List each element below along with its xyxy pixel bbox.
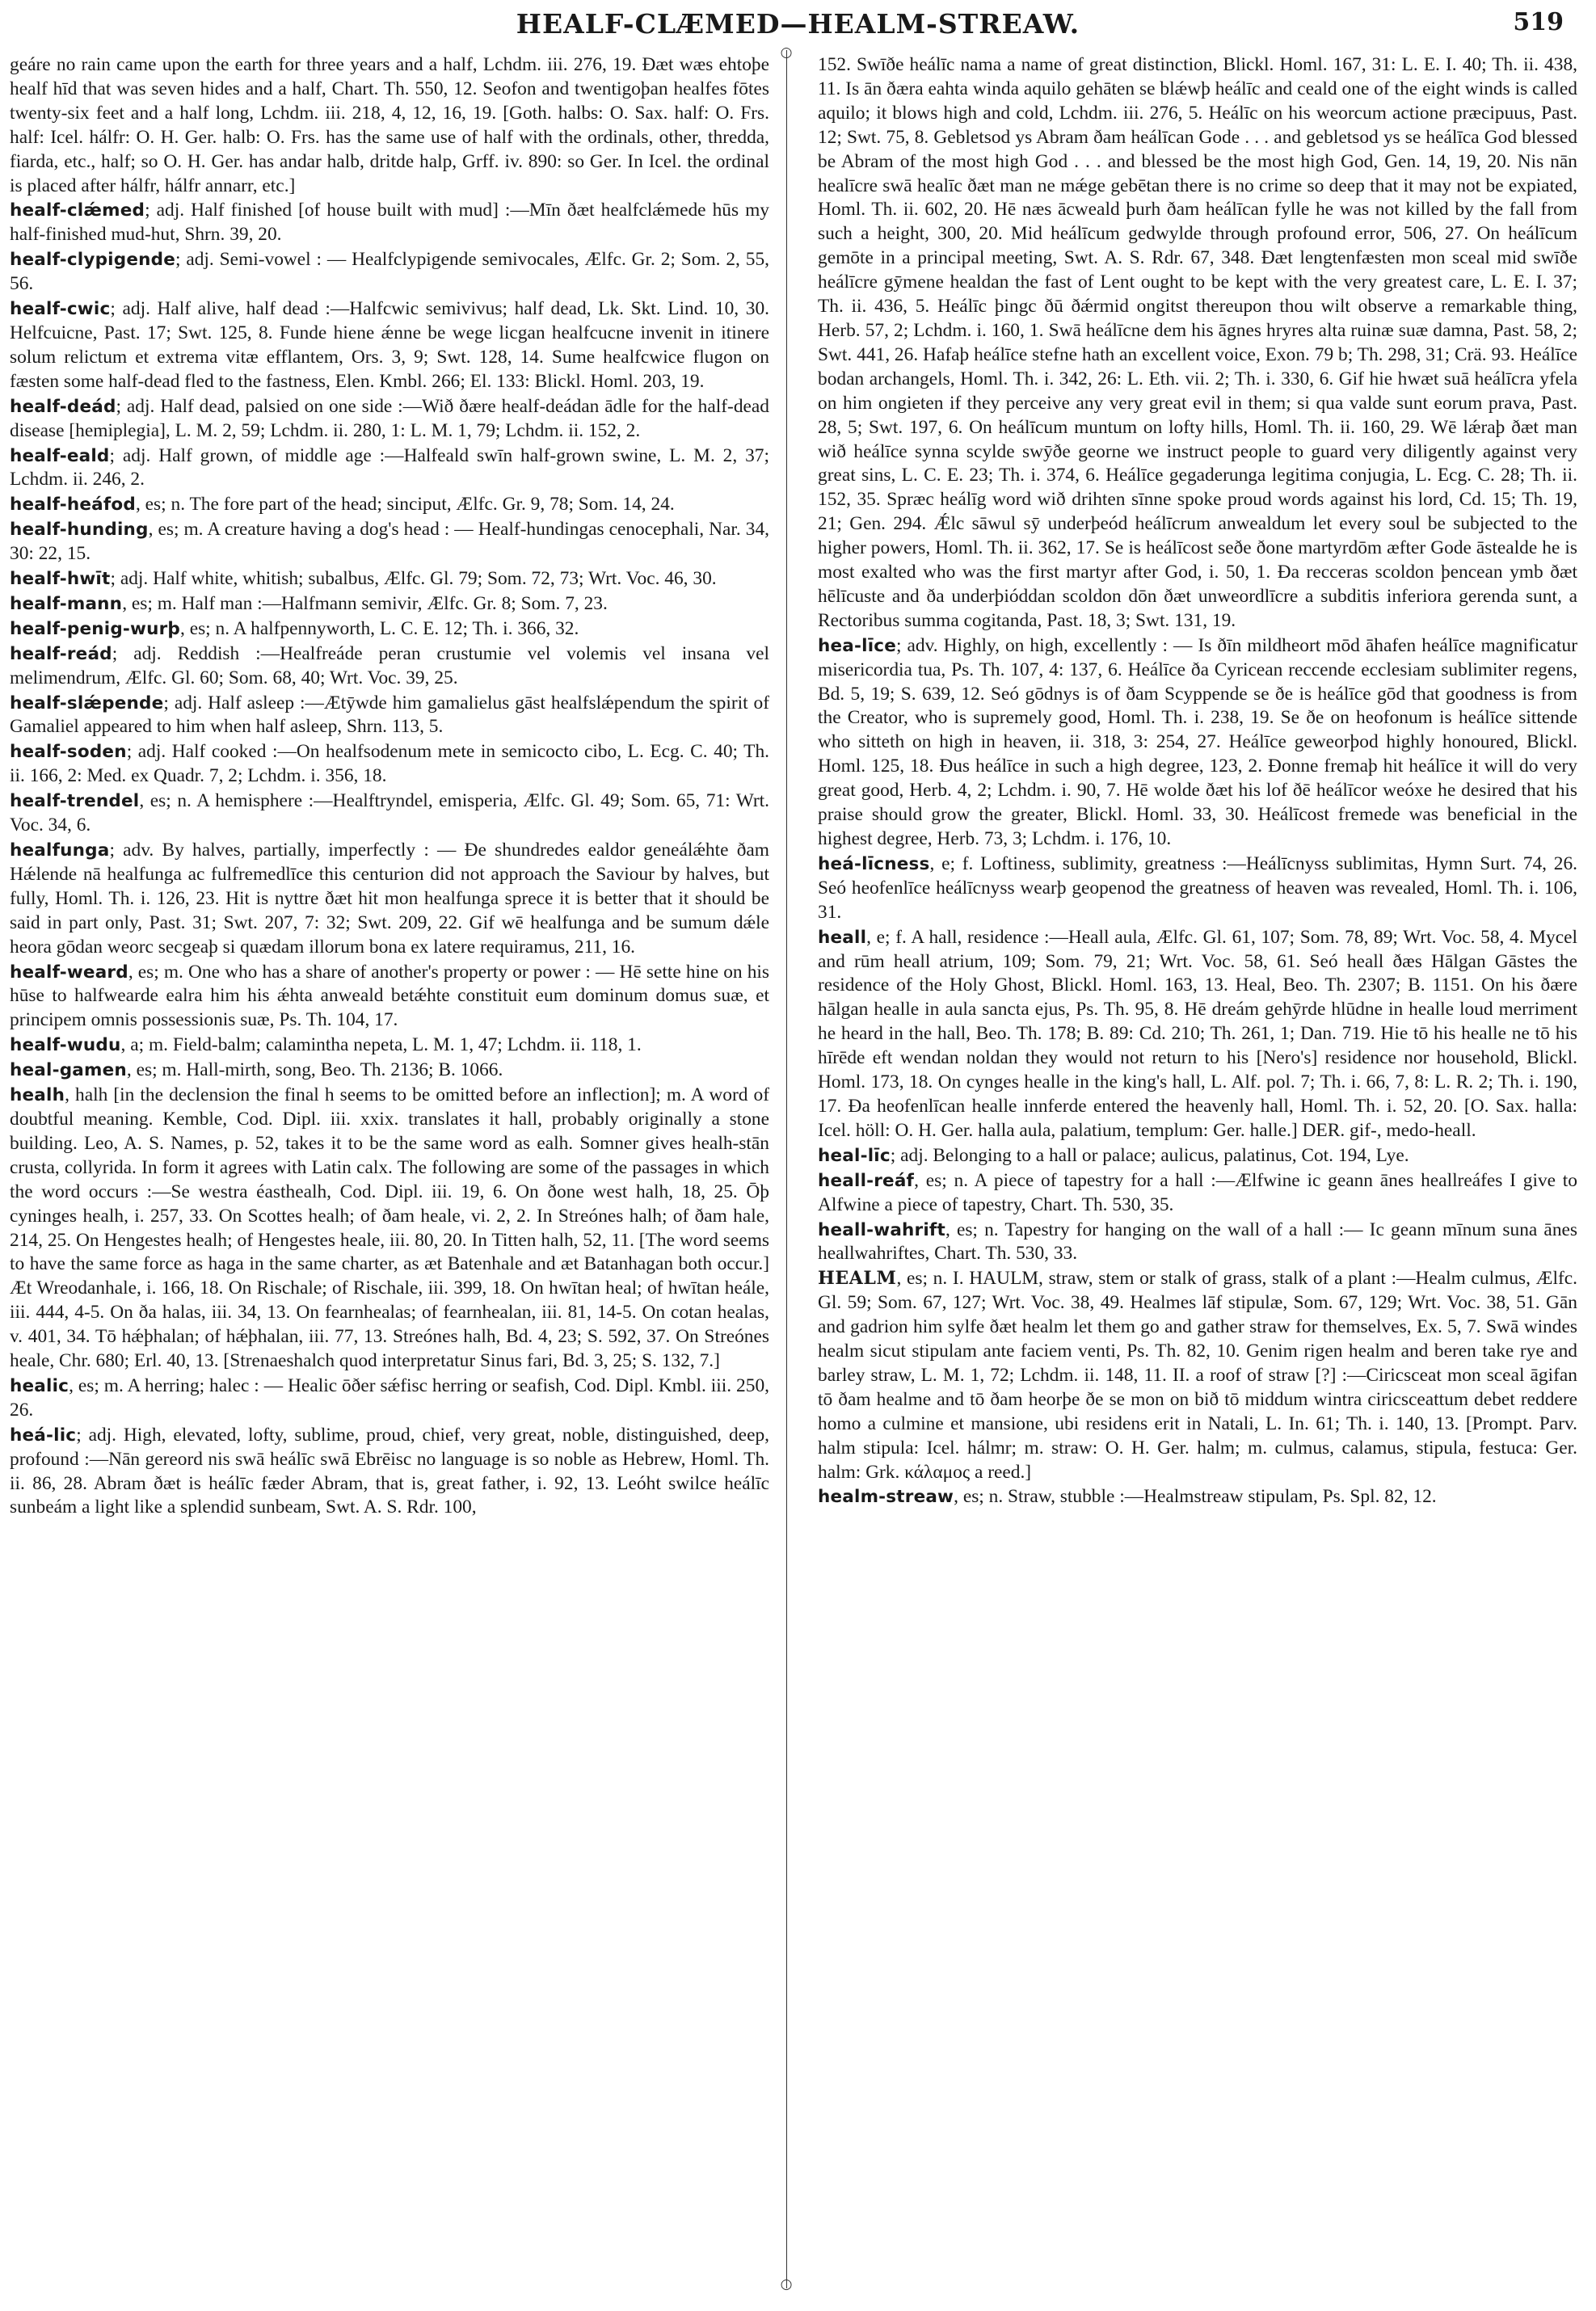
entry-headword: healf-soden xyxy=(10,742,127,763)
entry-headword: HEALM xyxy=(818,1268,897,1290)
entry-definition: 152. Swīðe heálīc nama a name of great distinction, Blickl. Homl. 167, 31: L. E. I. 40; Th. ii. 438, 11. Is ān ðæra eahta winda aquilo gehāten se blǽwþ heálīc and ceald one of the eight winds is called aquilo; it blows high and cold, Lchdm. iii. 276, 5. Heálīc on his weorcum actione præcipuus, Past. 12; Swt. 75, 8. Gebletsod ys Abram ðam heálīcan Gode . . . and gebletsod ys se heálīca God blessed be Abram of the most high God . . . and blessed be the most high God, Gen. 14, 19, 20. Nis nān healīcre swā healīc ðæt man ne mǽge gebētan there is no crime so deep that it may not be expiated, Homl. Th. ii. 602, 20. Hē næs ācweald þurh ðam heálīcan fylle he was not killed by the fall from such a height, 300, 20. Mid heálīcum gedwylde through profound error, 506, 27. On heálīcum gemōte in a principal meeting, Swt. A. S. Rdr. 67, 348. Ðæt lengtenfæsten mon sceal mid swīðe heálīcre gȳmene healdan the fast of Lent ought to be kept with the very greatest care, L. E. I. 37; Th. ii. 436, 5. Heálīc þingc ðū ðǽrmid ongitst thereupon thou wilt observe a remarkable thing, Herb. 57, 2; Lchdm. i. 160, 1. Swā heálīcne dem his āgnes hryres alta ruinæ suæ damna, Past. 58, 2; Swt. 441, 26. Hafaþ heálīce stefne hath an excellent voice, Exon. 79 b; Th. 298, 31; Crä. 93. Heálīce bodan archangels, Homl. Th. i. 342, 26: L. Eth. vii. 2; Th. i. 330, 6. Gif hie hwæt suā heálīcra yfela on him ongieten if they perceive any very great evil in them; si qua valde sunt eorum prava, Past. 28, 5; Swt. 197, 6. On heálīcum muntum on lofty hills, Homl. Th. ii. 160, 29. Wē lǽraþ ðæt man wið heálīce synna scylde swȳðe georne we instruct people to guard very diligently against very great sins, L. C. E. 23; Th. i. 374, 6. Heálīce gegaderunga legitima conjugia, L. Ecg. C. 28; Th. ii. 152, 35. Spræc heálīg word wið drihten sīnne spoke proud words against his lord, Cd. 15; Th. 19, 21; Gen. 294. Ǽlc sāwul sȳ underþeód heálīcrum anwealdum let every soul be subjected to the higher powers, Homl. Th. ii. 362, 17. Se is heálīcost seðe ðone martyrdōm æfter Gode āstealde he is most exalted who was the first martyr after God, i. 50, 1. Ða recceras scoldon þencean ymb ðæt hēlīcuste and ða underþióddan scoldon dōn ðæt unweordlīcre a subditis inferiora gerenda sunt, a Rectoribus summa cogitanda, Past. 18, 3; Swt. 131, 19. xyxy=(818,54,1577,631)
dictionary-entry xyxy=(10,1059,769,1083)
dictionary-entry xyxy=(10,248,769,297)
column-divider xyxy=(786,50,787,2288)
dictionary-entry xyxy=(818,1144,1577,1168)
entry-headword: healf-heáfod xyxy=(10,495,136,516)
dictionary-entry xyxy=(10,592,769,617)
entry-definition: , es; n. Straw, stubble :—Healmstreaw stipulam, Ps. Spl. 82, 12. xyxy=(954,1486,1437,1508)
entry-definition: ; adj. Half dead, palsied on one side :—Wið ðære healf-deádan ādle for the half-dead disease [hemiplegia], L. M. 2, 59; Lchdm. ii. 280, 1: L. M. 1, 79; Lchdm. ii. 152, 2. xyxy=(10,395,769,441)
dictionary-entry xyxy=(10,839,769,960)
entry-definition: , a; m. Field-balm; calamintha nepeta, L. M. 1, 47; Lchdm. ii. 118, 1. xyxy=(120,1034,642,1056)
entry-headword: healf-wudu xyxy=(10,1035,121,1056)
entry-definition: , es; n. The fore part of the head; sinciput, Ælfc. Gr. 9, 78; Som. 14, 24. xyxy=(135,494,675,516)
entry-headword: healf-slǽpende xyxy=(10,692,164,714)
entry-headword: healf-deád xyxy=(10,396,116,417)
dictionary-entry xyxy=(10,1374,769,1423)
page-header xyxy=(0,5,1596,44)
entry-headword: healf-reád xyxy=(10,643,112,664)
dictionary-entry xyxy=(10,1033,769,1058)
entry-definition: , es; m. A creature having a dog's head : — Healf-hundingas cenocephali, Nar. 34, 30: 22, 15. xyxy=(10,519,769,565)
entry-definition: , es; n. A hemisphere :—Healftryndel, emisperia, Ælfc. Gl. 49; Som. 65, 71: Wrt. Voc. 34, 6. xyxy=(10,790,769,836)
dictionary-entry xyxy=(10,395,769,444)
dictionary-entry xyxy=(818,1267,1577,1484)
dictionary-entry xyxy=(10,789,769,838)
entry-headword: heall-wahrift xyxy=(818,1219,945,1240)
entry-headword: healf-clypigende xyxy=(10,250,176,271)
entry-definition: ; adj. Half alive, half dead :—Halfcwic semivivus; half dead, Lk. Skt. Lind. 10, 30. Helfcuicne, Past. 17; Swt. 125, 8. Funde hiene ǽnne be wege licgan healfcucne invenit in itinere solum relictum et extrema vitæ efflantem, Ors. 3, 9; Swt. 128, 14. Sume healfcwice flugon on fæsten some half-dead fled to the fastness, Elen. Kmbl. 266; El. 133: Blickl. Homl. 203, 19. xyxy=(10,298,769,392)
entry-headword: healic xyxy=(10,1375,69,1396)
entry-definition: , es; m. One who has a share of another's property or power : — Hē sette hine on his hūse to halfwearde ealra him his ǽhta anweald betǽhte constituit eum dominum domus suæ, et principem omnis possessionis suæ, Ps. Th. 104, 17. xyxy=(10,961,769,1031)
entry-headword: hea-līce xyxy=(818,635,896,656)
entry-headword: healf-weard xyxy=(10,962,128,983)
dictionary-entry xyxy=(10,199,769,247)
entry-headword: healf-mann xyxy=(10,593,123,614)
dictionary-entry xyxy=(10,297,769,394)
entry-definition: ; adj. High, elevated, lofty, sublime, proud, chief, very great, noble, distinguished, deep, profound :—Nān gereord nis swā heálīc swā Ebrēisc no language is so noble as Hebrew, Homl. Th. ii. 86, 28. Abram ðæt is heálīc fæder Abram, that is, great father, i. 92, 13. Leóht swilce heálīc sunbeám a light like a splendid sunbeam, Swt. A. S. Rdr. 100, xyxy=(10,1424,769,1518)
entry-headword: heal-gamen xyxy=(10,1060,127,1081)
running-head: HEALF-CLÆMED—HEALM-STREAW. xyxy=(516,8,1080,40)
entry-definition: , halh [in the declension the final h seems to be omitted before an inflection]; m. A word of doubtful meaning. Kemble, Cod. Dipl. iii. xxix. translates it hall, probably originally a stone building. Leo, A. S. Names, p. 52, takes it to be the same word as ealh. Somner gives healh-stān crusta, collyrida. In form it agrees with Latin calx. The following are some of the passages in which the word occurs :—Se westra éasthealh, Cod. Dipl. iii. 19, 6. On ðone west halh, 18, 25. Ōþ cyninges healh, i. 257, 33. On Scottes healh; of ðam heale, vi. 2, 2. In Streónes halh; of ðam hale, 214, 25. On Hengestes healh; of Hengestes heale, iii. 80, 20. In Titten halh, 52, 11. [The word seems to have the same force as haga in the same charter, as æt Batenhale and æt Batanhagan both occur.] Æt Wreodanhale, i. 166, 18. On Rischale; of Rischale, iii. 399, 18. On hwītan heal; of hwītan heále, iii. 444, 4-5. On ða halas, iii. 34, 13. On fearnhealas; of fearnhealan, iii. 81, 14-5. On cotan healas, v. 401, 34. Tō hǽþhalan; of hǽþhalan, iii. 77, 13. Streónes halh, Bd. 4, 23; S. 592, 37. On Streónes heale, Chr. 680; Erl. 40, 13. [Strenaeshalch quod interpretatur Sinus fari, Bd. 3, 25; S. 132, 7.] xyxy=(10,1084,769,1372)
entry-headword: heall-reáf xyxy=(818,1170,915,1191)
entry-headword: healf-hwīt xyxy=(10,569,111,590)
entry-headword: healh xyxy=(10,1085,65,1106)
divider-ornament-bottom: ○ xyxy=(780,2276,793,2292)
dictionary-entry xyxy=(10,493,769,517)
dictionary-entry xyxy=(818,852,1577,925)
dictionary-entry xyxy=(10,1424,769,1521)
entry-headword: healf-hunding xyxy=(10,520,149,541)
dictionary-entry xyxy=(10,642,769,691)
entry-headword: healf-clǽmed xyxy=(10,200,145,221)
entry-headword: healfunga xyxy=(10,840,110,861)
entry-definition: , e; f. A hall, residence :—Heall aula, Ælfc. Gl. 61, 107; Som. 78, 89; Wrt. Voc. 58, 4. Mycel and rūm heall atrium, 109; Som. 79, 21; Wrt. Voc. 58, 61. Seó heall ðæs Hālgan Gāstes the residence of the Holy Ghost, Blickl. Homl. 163, 13. Heal, Beo. Th. 2307; B. 1151. On his ðære hālgan healle in aula sancta ejus, Ps. Th. 95, 8. Hē dreám gehȳrde hlūdne in healle loud merriment he heard in the hall, Beo. Th. 178; B. 89: Cd. 210; Th. 261, 1; Dan. 719. Hie tō his healle ne tō his hīrēde eft wendan noldan they would not return to his [Nero's] residence nor household, Blickl. Homl. 173, 18. On cynges healle in the king's hall, L. Alf. pol. 7; Th. i. 66, 7, 8: L. R. 2; Th. i. 190, 17. Ða heofenlīcan healle innferde entered the heavenly hall, Homl. Th. i. 52, 20. [O. Sax. halla: Icel. höll: O. H. Ger. halla aula, palatium, templum: Ger. halle.] DER. gif-, medo-heall. xyxy=(818,926,1577,1141)
entry-headword: heá-līcness xyxy=(818,853,930,874)
entry-definition: , es; n. Tapestry for hanging on the wall of a hall :— Ic geann mīnum suna ānes heallwahriftes, Chart. Th. 530, 33. xyxy=(818,1219,1577,1265)
entry-definition: ; adj. Reddish :—Healfreáde peran crustumie vel volemis vel insana vel melimendrum, Ælfc. Gl. 60; Som. 68, 40; Wrt. Voc. 39, 25. xyxy=(10,642,769,688)
entry-definition: geáre no rain came upon the earth for three years and a half, Lchdm. iii. 276, 19. Ðæt wæs ehtoþe healf hīd that was seven hides and a half, Chart. Th. 550, 12. Seofon and twentigoþan healfes fōtes twenty-six feet and a half long, Lchdm. iii. 218, 4, 12, 16, 19. [Goth. halbs: O. Sax. half: O. Frs. half: Icel. hálfr: O. H. Ger. halb: O. Frs. has the same use of half with the ordinals, other, thredda, fiarda, etc., half; so O. H. Ger. has andar halb, dritde halp, Grff. iv. 890: so Ger. In Icel. the ordinal is placed after hálfr, hálfr annarr, etc.] xyxy=(10,54,769,196)
dictionary-entry xyxy=(818,926,1577,1143)
entry-definition: ; adv. By halves, partially, imperfectly : — Ðe shundredes ealdor geneálǽhte ðam Hǽlende nā healfunga ac fulfremedlīce this centurion did not approach the Saviour by halves, but fully, Homl. Th. i. 126, 23. Hit is nyttre ðæt hit mon healfunga sprece it is better that it should be said in part only, Past. 31; Swt. 207, 7: 32; Swt. 209, 22. Gif wē healfunga and be sumum dǽle heora gōdan weorc secgeaþ si quædam illorum bona ex latere requiramus, 211, 16. xyxy=(10,840,769,958)
entry-definition: , es; n. A piece of tapestry for a hall :—Ælfwine ic geann ānes heallreáfes I give to Alfwine a piece of tapestry, Chart. Th. 530, 35. xyxy=(818,1169,1577,1215)
entry-definition: , es; m. A herring; halec : — Healic ōðer sǽfisc herring or seafish, Cod. Dipl. Kmbl. iii. 250, 26. xyxy=(10,1374,769,1421)
dictionary-entry xyxy=(10,53,769,198)
left-column xyxy=(10,53,769,2300)
dictionary-entry xyxy=(818,1219,1577,1267)
right-column xyxy=(818,53,1577,2300)
entry-definition: ; adj. Half cooked :—On healfsodenum mete in semicocto cibo, L. Ecg. C. 40; Th. ii. 166, 2: Med. ex Quadr. 7, 2; Lchdm. i. 356, 18. xyxy=(10,741,769,787)
entry-definition: , es; n. I. HAULM, straw, stem or stalk of grass, stalk of a plant :—Healm culmus, Ælfc. Gl. 59; Som. 67, 127; Wrt. Voc. 38, 49. Healmes lāf stipulæ, Som. 67, 129; Wrt. Voc. 38, 51. Gān and gadrion him sylfe ðæt healm let them go and gather straw for themselves, Ex. 5, 7. Swā windes healm sicut stipulam ante faciem venti, Ps. Th. 82, 10. Genim rigen healm and beren take rye and barley straw, L. M. 1, 72; Lchdm. ii. 148, 11. II. a roof of straw [?] :—Ciricsceat mon sceal āgifan tō ðam healme and tō ðam heorþe ðe se mon on bið tō middum wintra ciricsceattum debet reddere homo a culmine et mansione, ubi residens erit in Natali, L. In. 61; Th. i. 140, 13. [Prompt. Parv. halm stipula: Icel. hálmr; m. straw: O. H. Ger. halm; m. culmus, calamus, stipula, festuca: Ger. halm: Grk. κάλαμος a reed.] xyxy=(818,1268,1577,1483)
entry-headword: heall xyxy=(818,927,867,948)
dictionary-entry xyxy=(10,1084,769,1374)
entry-definition: , es; m. Half man :—Halfmann semivir, Ælfc. Gr. 8; Som. 7, 23. xyxy=(122,592,608,614)
dictionary-entry xyxy=(818,1169,1577,1218)
entry-definition: ; adv. Highly, on high, excellently : — Is ðīn mildheort mōd āhafen heálīce magnificatur misericordia tua, Ps. Th. 107, 4: 137, 6. Heálīce ða Cyricean reccende ecclesiam sublimiter regens, Bd. 5, 19; S. 639, 12. Seó gōdnys is of ðam Scyppende se ðe is heálīce gōd that goodness is from the Creator, who is supremely good, Homl. Th. i. 238, 19. Se ðe on heofonum is heálīce sittende who sitteth on high in heaven, ii. 318, 3: 254, 27. Heálīce geweorþod highly honoured, Blickl. Homl. 125, 18. Ðus heálīce in such a high degree, 123, 2. Ðonne fremaþ hit heálīce it will do very great good, Herb. 4, 2; Lchdm. i. 90, 7. Hē wolde ðæt his lof ðē heálīcor weóxe he desired that his praise should grow the greater, Blickl. Homl. 33, 30. Heálīcost fremede was beneficial in the highest degree, Herb. 73, 3; Lchdm. i. 176, 10. xyxy=(818,634,1577,849)
entry-definition: , es; m. Hall-mirth, song, Beo. Th. 2136; B. 1066. xyxy=(126,1059,503,1081)
page-number: 519 xyxy=(1513,8,1564,36)
dictionary-entry xyxy=(10,518,769,566)
entry-headword: healf-trendel xyxy=(10,791,140,812)
dictionary-entry xyxy=(10,444,769,493)
entry-definition: ; adj. Half white, whitish; subalbus, Ælfc. Gl. 79; Som. 72, 73; Wrt. Voc. 46, 30. xyxy=(110,568,717,590)
entry-headword: healm-streaw xyxy=(818,1487,954,1508)
entry-definition: , es; n. A halfpennyworth, L. C. E. 12; Th. i. 366, 32. xyxy=(180,617,579,639)
dictionary-entry xyxy=(818,1485,1577,1509)
dictionary-entry xyxy=(818,53,1577,634)
entry-definition: ; adj. Half asleep :—Ætȳwde him gamalielus gāst healfslǽpendum the spirit of Gamaliel appeared to him when half asleep, Shrn. 113, 5. xyxy=(10,692,769,738)
entry-definition: ; adj. Semi-vowel : — Healfclypigende semivocales, Ælfc. Gr. 2; Som. 2, 55, 56. xyxy=(10,249,769,295)
dictionary-entry xyxy=(818,634,1577,852)
entry-headword: heal-līc xyxy=(818,1145,891,1166)
entry-definition: ; adj. Half grown, of middle age :—Halfeald swīn half-grown swine, L. M. 2, 37; Lchdm. ii. 246, 2. xyxy=(10,444,769,490)
entry-definition: ; adj. Half finished [of house built with mud] :—Mīn ðæt healfclǽmede hūs my half-finished mud-hut, Shrn. 39, 20. xyxy=(10,200,769,246)
entry-headword: healf-cwic xyxy=(10,299,111,320)
entry-definition: ; adj. Belonging to a hall or palace; aulicus, palatinus, Cot. 194, Lye. xyxy=(890,1144,1409,1166)
dictionary-entry xyxy=(10,692,769,740)
entry-headword: healf-eald xyxy=(10,445,110,466)
dictionary-entry xyxy=(10,617,769,642)
dictionary-entry xyxy=(10,740,769,789)
dictionary-entry xyxy=(10,567,769,591)
dictionary-entry xyxy=(10,961,769,1033)
entry-definition: , e; f. Loftiness, sublimity, greatness :—Heálīcnyss sublimitas, Hymn Surt. 74, 26. Seó heofenlīce heálīcnyss wearþ geopenod the greatness of heaven was revealed, Homl. Th. i. 106, 31. xyxy=(818,852,1577,923)
divider-ornament-top: ○ xyxy=(780,44,793,61)
entry-headword: healf-penig-wurþ xyxy=(10,618,180,639)
entry-headword: heá-lic xyxy=(10,1425,77,1446)
